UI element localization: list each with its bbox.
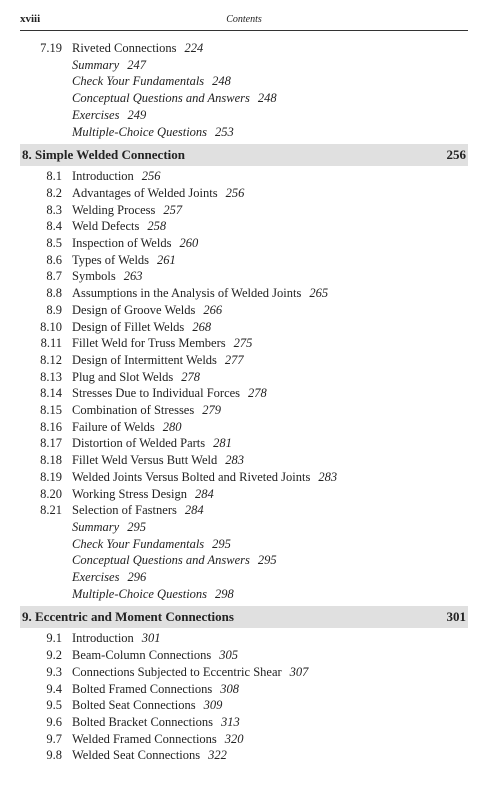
section-page-number: 301 — [141, 631, 161, 646]
toc-subentry[interactable] — [0, 57, 496, 74]
section-number: 8.10 — [40, 319, 62, 334]
section-title-text: Distortion of Welded Parts — [72, 436, 206, 451]
toc-entry[interactable] — [0, 647, 496, 664]
section-title — [72, 335, 252, 352]
section-page-number: 258 — [147, 219, 167, 234]
toc-entry[interactable] — [0, 452, 496, 469]
toc-entry[interactable] — [0, 469, 496, 486]
section-title — [72, 536, 231, 553]
section-number: 8.1 — [46, 169, 62, 184]
section-title — [72, 124, 234, 141]
chapter-heading[interactable] — [20, 606, 468, 628]
section-title-text: Welded Joints Versus Bolted and Riveted Joints — [72, 469, 311, 484]
section-title-text: Bolted Bracket Connections — [72, 714, 213, 729]
section-number: 8.6 — [46, 252, 62, 267]
toc-subentry[interactable] — [0, 90, 496, 107]
section-title — [72, 731, 244, 748]
section-title — [72, 435, 232, 452]
section-page-number: 309 — [203, 698, 223, 713]
toc-entry[interactable] — [0, 419, 496, 436]
section-number: 8.4 — [46, 219, 62, 234]
toc-entry[interactable] — [0, 369, 496, 386]
section-title-text: Working Stress Design — [72, 486, 187, 501]
section-title — [72, 519, 146, 536]
section-title — [72, 419, 182, 436]
section-title-text: Introduction — [72, 169, 134, 184]
toc-subentry[interactable] — [0, 107, 496, 124]
toc-subentry[interactable] — [0, 569, 496, 586]
section-title — [72, 268, 143, 285]
section-title — [72, 697, 222, 714]
section-number: 8.2 — [46, 185, 62, 200]
section-page-number: 308 — [220, 681, 240, 696]
toc-subentry[interactable] — [0, 586, 496, 603]
section-title — [72, 502, 204, 519]
section-title — [72, 452, 244, 469]
section-title — [72, 647, 238, 664]
section-title-text: Design of Fillet Welds — [72, 319, 185, 334]
toc-entry[interactable] — [0, 731, 496, 748]
section-title — [72, 185, 244, 202]
section-title-text: Riveted Connections — [72, 41, 177, 55]
section-page-number: 283 — [318, 469, 338, 484]
section-number: 8.17 — [40, 436, 62, 451]
section-number: 9.3 — [46, 664, 62, 679]
toc-entry[interactable] — [0, 747, 496, 764]
section-number: 8.9 — [46, 302, 62, 317]
section-page-number: 263 — [123, 269, 143, 284]
section-page-number: 305 — [219, 648, 238, 663]
section-page-number: 279 — [202, 403, 221, 417]
section-title — [72, 168, 161, 185]
section-title-text: Advantages of Welded Joints — [72, 185, 218, 200]
section-number: 8.14 — [40, 386, 62, 401]
section-number: 8.3 — [46, 202, 62, 217]
toc-subentry[interactable] — [0, 536, 496, 553]
section-page-number: 247 — [127, 57, 146, 72]
section-title-text: Check Your Fundamentals — [72, 536, 205, 551]
section-title — [72, 218, 166, 235]
toc-subentry[interactable] — [0, 552, 496, 569]
section-number: 9.6 — [46, 714, 62, 729]
toc-entry[interactable] — [0, 402, 496, 419]
chapter-title: 8. Simple Welded Connection — [22, 147, 186, 163]
section-page-number: 307 — [289, 664, 309, 679]
section-title — [72, 202, 182, 219]
toc-subentry[interactable] — [0, 73, 496, 90]
toc-entry[interactable] — [0, 302, 496, 319]
section-title-text: Selection of Fastners — [72, 503, 177, 518]
section-page-number: 268 — [192, 319, 212, 334]
section-number: 8.18 — [40, 453, 62, 468]
toc-entry[interactable] — [0, 714, 496, 731]
section-number: 7.19 — [40, 41, 62, 55]
toc-entry[interactable] — [0, 352, 496, 369]
section-title-text: Plug and Slot Welds — [72, 369, 174, 384]
section-number: 8.11 — [40, 336, 62, 351]
section-title — [72, 285, 328, 302]
section-title-text: Stresses Due to Individual Forces — [72, 386, 241, 401]
toc-entry[interactable] — [0, 202, 496, 219]
section-page-number: 261 — [157, 252, 176, 267]
section-number: 8.16 — [40, 419, 62, 434]
section-title — [72, 235, 198, 252]
section-title-text: Conceptual Questions and Answers — [72, 553, 250, 568]
section-title — [72, 90, 277, 107]
section-title — [72, 319, 211, 336]
section-page-number: 284 — [184, 503, 204, 518]
section-title — [72, 385, 267, 402]
section-title — [72, 714, 240, 731]
section-page-number: 265 — [309, 286, 329, 301]
section-title — [72, 369, 200, 386]
section-number: 9.8 — [46, 748, 62, 763]
section-title-text: Assumptions in the Analysis of Welded Joints — [72, 286, 302, 301]
section-page-number: 298 — [215, 586, 234, 601]
section-title — [72, 630, 161, 647]
section-number: 8.15 — [40, 403, 62, 417]
section-title-text: Introduction — [72, 631, 134, 646]
section-title-text: Symbols — [72, 269, 116, 284]
toc-subentry[interactable] — [0, 124, 496, 141]
section-title — [72, 352, 244, 369]
section-title-text: Bolted Seat Connections — [72, 698, 196, 713]
section-title-text: Check Your Fundamentals — [72, 74, 205, 89]
section-title — [72, 40, 203, 57]
section-title-text: Types of Welds — [72, 252, 150, 267]
section-title-text: Design of Groove Welds — [72, 302, 196, 317]
toc-entry[interactable] — [0, 185, 496, 202]
section-title-text: Inspection of Welds — [72, 236, 172, 250]
section-number: 8.20 — [40, 486, 62, 501]
toc-entry[interactable] — [0, 252, 496, 269]
section-title — [72, 73, 231, 90]
section-title-text: Beam-Column Connections — [72, 648, 212, 663]
toc-entry[interactable] — [0, 168, 496, 185]
section-page-number: 248 — [212, 74, 231, 89]
section-title-text: Failure of Welds — [72, 419, 155, 434]
running-header — [20, 12, 468, 31]
toc-entry[interactable] — [0, 664, 496, 681]
section-page-number: 281 — [213, 436, 232, 451]
toc-entry[interactable] — [0, 697, 496, 714]
section-title — [72, 469, 337, 486]
toc-entry[interactable] — [0, 681, 496, 698]
section-page-number: 313 — [220, 714, 240, 729]
chapter-title: 9. Eccentric and Moment Connections — [22, 609, 234, 625]
section-title — [72, 302, 222, 319]
toc-entry[interactable] — [0, 285, 496, 302]
section-title-text: Fillet Weld for Truss Members — [72, 336, 226, 351]
section-number: 9.7 — [46, 731, 62, 746]
section-page-number: 295 — [212, 536, 231, 551]
section-title — [72, 586, 234, 603]
section-title — [72, 569, 146, 586]
section-number: 8.13 — [40, 369, 62, 384]
toc-entry[interactable] — [0, 235, 496, 252]
section-page-number: 278 — [248, 386, 267, 401]
toc-entry[interactable] — [0, 319, 496, 336]
section-page-number: 275 — [233, 336, 253, 351]
running-title: Contents — [226, 14, 262, 25]
section-title-text: Welded Framed Connections — [72, 731, 217, 746]
section-page-number: 224 — [184, 41, 204, 55]
section-title-text: Welded Seat Connections — [72, 748, 201, 763]
chapter-heading[interactable] — [20, 144, 468, 166]
section-title-text: Bolted Framed Connections — [72, 681, 213, 696]
section-title — [72, 252, 176, 269]
section-page-number: 295 — [127, 519, 146, 534]
chapter-page-number: 301 — [446, 609, 466, 625]
section-page-number: 322 — [208, 748, 227, 763]
section-page-number: 248 — [257, 91, 277, 106]
section-number: 9.1 — [46, 631, 62, 646]
section-title-text: Fillet Weld Versus Butt Weld — [72, 453, 218, 468]
section-number: 8.12 — [40, 352, 62, 367]
section-page-number: 284 — [194, 486, 214, 501]
section-page-number: 295 — [257, 553, 277, 568]
section-number: 8.7 — [46, 269, 62, 284]
section-title — [72, 681, 239, 698]
section-title-text: Weld Defects — [72, 219, 140, 234]
section-page-number: 256 — [225, 185, 245, 200]
section-title — [72, 107, 146, 124]
section-title-text: Combination of Stresses — [72, 403, 195, 417]
section-page-number: 253 — [215, 124, 234, 139]
toc-entry[interactable] — [0, 435, 496, 452]
section-title-text: Design of Intermittent Welds — [72, 352, 217, 367]
section-page-number: 320 — [224, 731, 244, 746]
section-title-text: Summary — [72, 519, 120, 534]
section-number: 9.4 — [46, 681, 62, 696]
section-title — [72, 747, 227, 764]
section-title-text: Conceptual Questions and Answers — [72, 91, 250, 106]
section-title-text: Summary — [72, 57, 120, 72]
section-title-text: Multiple-Choice Questions — [72, 586, 208, 601]
toc-entry[interactable] — [0, 268, 496, 285]
section-title — [72, 664, 308, 681]
section-number: 8.19 — [40, 469, 62, 484]
chapter-page-number: 256 — [446, 147, 466, 163]
toc-entry[interactable] — [0, 630, 496, 647]
section-title-text: Connections Subjected to Eccentric Shear — [72, 664, 282, 679]
section-number: 8.21 — [40, 503, 62, 518]
toc-entry[interactable] — [0, 335, 496, 352]
section-page-number: 283 — [225, 453, 244, 468]
section-title — [72, 486, 214, 503]
section-page-number: 280 — [162, 419, 182, 434]
section-page-number: 256 — [141, 169, 161, 184]
section-title-text: Exercises — [72, 570, 120, 584]
section-page-number: 277 — [224, 352, 244, 367]
section-number: 9.2 — [46, 648, 62, 663]
toc-entry[interactable] — [0, 385, 496, 402]
section-title — [72, 57, 146, 74]
toc-entry[interactable] — [0, 486, 496, 503]
section-number: 8.8 — [46, 286, 62, 301]
section-page-number: 260 — [179, 236, 199, 250]
section-title-text: Welding Process — [72, 202, 156, 217]
section-number: 8.5 — [46, 236, 62, 250]
toc-entry[interactable] — [0, 502, 496, 519]
section-page-number: 296 — [127, 570, 147, 584]
section-title-text: Multiple-Choice Questions — [72, 124, 208, 139]
toc-entry[interactable] — [0, 40, 496, 57]
section-page-number: 257 — [163, 202, 183, 217]
section-page-number: 278 — [181, 369, 200, 384]
section-title — [72, 552, 277, 569]
toc-entry[interactable] — [0, 218, 496, 235]
section-title-text: Exercises — [72, 107, 120, 122]
section-number: 9.5 — [46, 698, 62, 713]
page-number: xviii — [20, 13, 41, 25]
section-page-number: 249 — [127, 107, 147, 122]
section-title — [72, 402, 221, 419]
section-page-number: 266 — [203, 302, 223, 317]
toc-subentry[interactable] — [0, 519, 496, 536]
